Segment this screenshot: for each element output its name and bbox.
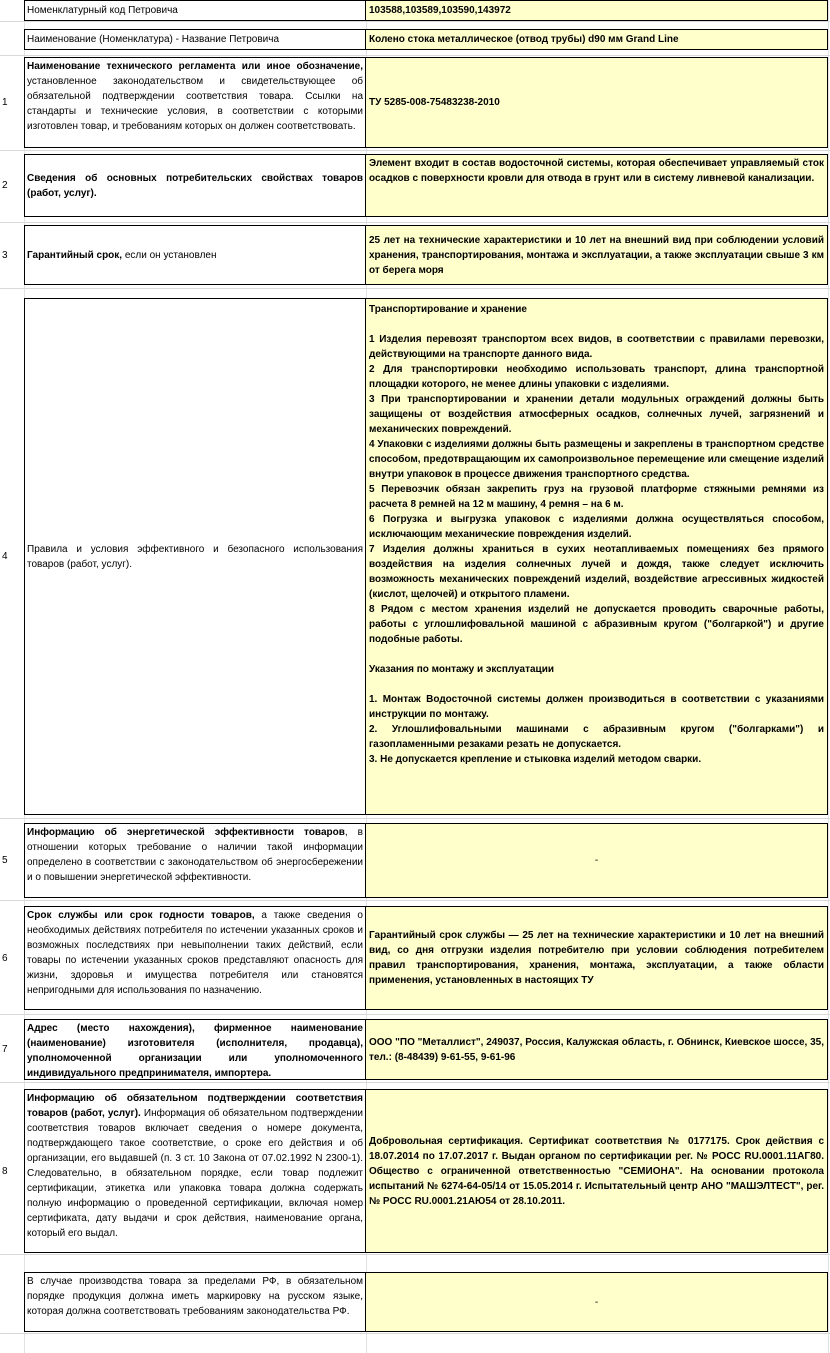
code-value: 103588,103589,103590,143972 [366,0,828,21]
row-number: 4 [2,551,8,562]
value-line: 4 Упаковки с изделиями должны быть размещены и закреплены в транспортном средстве способом, предотвращающим их самопроизвольное перемещение или смещение изделий внутри упаковок в процессе движения транспортного средства. [369,439,824,480]
code-label: Номенклатурный код Петровича [24,0,366,21]
table-row [0,823,830,898]
name-label: Наименование (Номенклатура) - Название Петровича [24,29,366,50]
name-value: Колено стока металлическое (отвод трубы) d90 мм Grand Line [366,29,828,50]
table-row [0,57,830,148]
table-row [0,1019,830,1080]
value-line: 1 Изделия перевозят транспортом всех видов, в соответствии с правилами перевозки, действующими на транспорте данного вида. [369,334,824,360]
row-value: - [366,1272,828,1332]
code-row [0,0,830,21]
value-line: 8 Рядом с местом хранения изделий не допускается проводить сварочные работы, работы с углошлифовальной машиной с абразивным кругом ("болгаркой") и другие подобные работы. [369,604,824,645]
row-value: Элемент входит в состав водосточной системы, которая обеспечивает управляемый сток осадков с поверхности кровли для отвода в грунт или в систему ливневой канализации. [366,154,828,217]
row-value: - [366,823,828,898]
row-number: 7 [2,1044,8,1055]
value-line [369,677,824,692]
value-line: Указания по монтажу и эксплуатации [369,664,554,675]
row-number: 8 [2,1165,8,1177]
value-line [369,647,824,662]
grid-line [0,900,830,901]
row-label-bold: Сведения об основных потребительских свойствах товаров (работ, услуг). [27,172,363,199]
name-row [0,29,830,50]
row-label [24,225,366,285]
row-label-text: В случае производства товара за пределами РФ, в обязательном порядке продукция должна иметь маркировку на русском языке, которая должна соответствовать требованиям законодательства РФ. [27,1276,363,1317]
row-value: Гарантийный срок службы — 25 лет на технические характеристики и 10 лет на внешний вид, со дня отгрузки изделия потребителю при условии соблюдения потребителем правил транспортирования, хранения, монтажа, эксплуатации, а также области применения, установленных в настоящих ТУ [366,906,828,1010]
grid-line [0,1014,830,1015]
row-label-text: а также сведения о необходимых действиях потребителя по истечении указанных сроков и возможных последствиях при невыполнении таких действий, если товары по истечении указанных сроков представляют опасность для жизни, здоровья и имущества потребителя или становятся непригодными для использования по назначению. [27,910,363,996]
row-value: ТУ 5285-008-75483238-2010 [366,57,828,148]
row-number [0,1272,24,1332]
row-label [24,57,366,148]
row-label-text: Правила и условия эффективного и безопасного использования товаров (работ, услуг). [27,543,363,570]
row-number: 3 [2,249,8,261]
value-line: 1. Монтаж Водосточной системы должен производиться в соответствии с указаниями инструкции по монтажу. [369,694,824,720]
row-label [24,1019,366,1080]
grid-line [0,222,830,223]
value-line [369,317,824,332]
value-line: Транспортирование и хранение [369,304,527,315]
grid-line [0,818,830,819]
row-label-text: если он установлен [122,249,217,261]
row-number: 5 [2,855,8,866]
value-line: 5 Перевозчик обязан закрепить груз на грузовой платформе стяжными ремнями из расчета 8 ремней на 12 м машину, 4 ремня – на 6 м. [369,484,824,510]
row-label-text: , в отношении которых требование о наличии такой информации определено в соответствии с законодательством об энергосбережении и о повышении энергетической эффективности. [27,827,363,883]
table-row [0,154,830,217]
row-label [24,823,366,898]
row-label [24,1089,366,1253]
row-label [24,906,366,1010]
row-label-text: установленное законодательством и свидетельствующее об обязательной подтверждении соответствия товара. Ссылки на стандарты и технические условия, в соответствии с которыми изготовлен товар, и требованиям которых он должен соответствовать. [27,76,363,132]
grid-line [0,1082,830,1083]
row-value [366,298,828,815]
row-number: 2 [2,180,8,191]
row-label-bold: Срок службы или срок годности товаров, [27,910,255,921]
row-label-bold: Гарантийный срок, [27,249,123,261]
grid-line [0,1333,830,1334]
table-row [0,1089,830,1253]
row-number: 1 [2,97,8,108]
row-label [24,1272,366,1332]
row-number: 6 [2,952,8,964]
row-label-bold: Адрес (место нахождения), фирменное наименование (наименование) изготовителя (исполнителя, продавца), уполномоченной организации или уполномоченного индивидуального предпринимателя, импортера. [27,1023,363,1079]
table-row [0,225,830,285]
value-line: 3 При транспортировании и хранении детали модульных ограждений должны быть защищены от воздействия атмосферных осадков, солнечных лучей, загрязнений и механических повреждений. [369,394,824,435]
row-label [24,154,366,217]
row-label-bold: Наименование технического регламента или иное обозначение, [27,61,363,72]
row-label-text: Информация об обязательном подтверждении соответствия товаров включает сведения о номере документа, подтверждающего такое соответствие, о сроке его действия и об организации, его выдавшей (п. 3 ст. 10 Закона от 07.02.1992 N 2300-1). Следовательно, в обязательном порядке, если товар подлежит сертификации, этикетка или упаковка товара должна содержать полную информацию о проведенной сертификации, включая номер сертификата, дату выдачи и срок действия, наименование органа, который его выдал. [27,1108,364,1239]
value-line: 7 Изделия должны храниться в сухих неотапливаемых помещениях без прямого воздействия на изделия солнечных лучей и дождя, также следует исключить возможность механических повреждений изделий, воздействие агрессивных жидкостей (кислот, щелочей) и открытого пламени. [369,544,824,600]
row-value: 25 лет на технические характеристики и 10 лет на внешний вид при соблюдении условий хранения, транспортирования, монтажа и эксплуатации, а также эксплуатации свыше 3 км от берега моря [366,225,828,285]
row-value: Добровольная сертификация. Сертификат соответствия № 0177175. Срок действия с 18.07.2014 по 17.07.2017 г. Выдан органом по сертификации рег. № РОСС RU.0001.11АГ80. Общество с ограниченной ответственностью "СЕМИОНА". На основании протокола испытаний № 6274-64-05/14 от 15.05.2014 г. Испытательный центр АНО "МАШЭЛТЕСТ", рег. № РОСС RU.0001.21АЮ54 от 28.10.2011. [366,1089,828,1253]
table-row [0,906,830,1010]
grid-line [0,55,830,56]
value-line: 3. Не допускается крепление и стыковка изделий методом сварки. [369,754,702,765]
value-line: 2 Для транспортировки необходимо использовать транспорт, длина транспортной площадки которого, не менее длины упаковки с изделиями. [369,364,824,390]
grid-line [0,288,830,289]
table-row [0,298,830,815]
grid-line [0,21,830,22]
table-row [0,1272,830,1332]
grid-line [0,1254,830,1255]
row-label [24,298,366,815]
row-label-bold: Информацию об энергетической эффективности товаров [27,827,345,838]
value-line: 6 Погрузка и выгрузка упаковок с изделиями должна осуществляться способом, исключающим механические повреждения изделий. [369,514,824,540]
row-value: ООО "ПО "Металлист", 249037, Россия, Калужская область, г. Обнинск, Киевское шоссе, 35, тел.: (8-48439) 9-61-55, 9-61-96 [366,1019,828,1080]
row-label-bold: Информацию об обязательном подтверждении соответствия товаров (работ, услуг). [27,1093,363,1119]
grid-line [0,150,830,151]
value-line: 2. Углошлифовальными машинами с абразивным кругом ("болгарками") и газопламенными резаками резать не допускается. [369,724,824,750]
